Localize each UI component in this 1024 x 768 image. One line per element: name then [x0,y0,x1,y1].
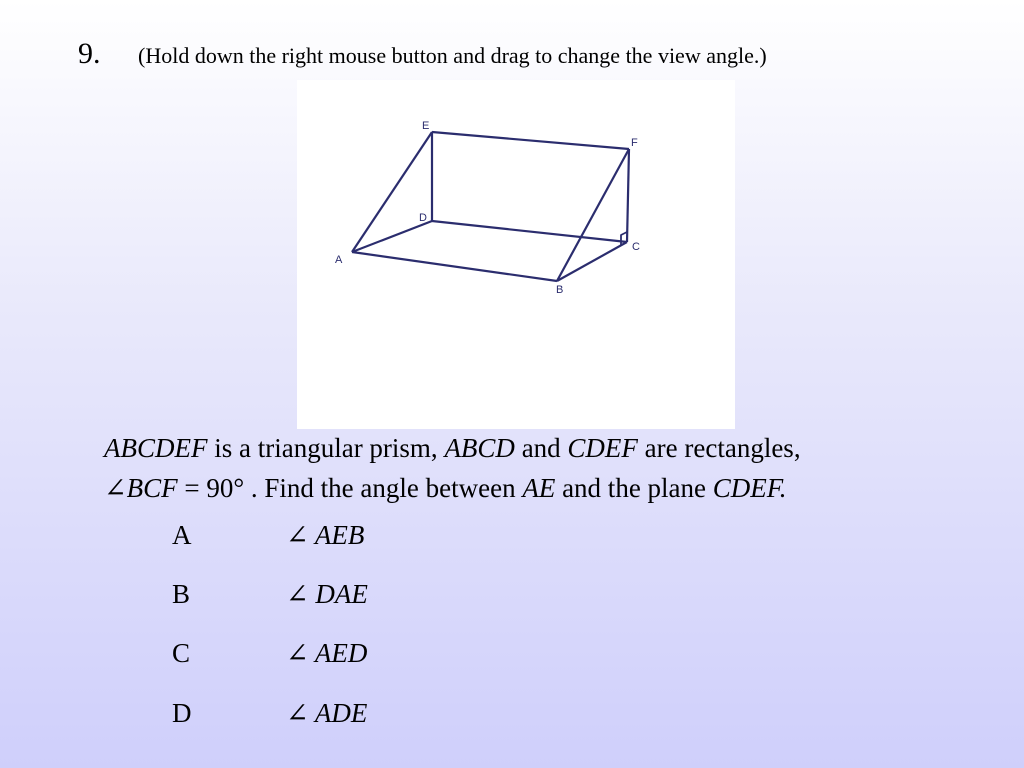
option-b-angle: DAE [308,579,368,609]
line-ae: AE [522,473,556,503]
angle-symbol: ∠ [286,638,309,668]
rectangle-cdef: CDEF [567,433,638,463]
question-number: 9. [78,37,101,70]
problem-text: = 90° . Find the angle between [177,473,523,503]
option-a-answer[interactable] [286,518,364,552]
option-a-angle: AEB [308,520,365,550]
angle-symbol: ∠ [104,473,127,503]
problem-text: and the plane [555,473,713,503]
plane-cdef: CDEF. [712,473,787,503]
problem-line-1 [104,428,1004,468]
option-c-answer[interactable] [286,636,367,670]
option-d-answer[interactable] [286,696,367,730]
edge-cd [432,221,627,242]
problem-text: is a triangular prism, [207,433,445,463]
option-d-letter[interactable]: D [172,698,192,728]
angle-symbol: ∠ [286,698,309,728]
vertex-label-b: B [556,284,564,296]
problem-line-2 [104,468,1004,508]
edge-ab [352,252,557,281]
option-a-letter[interactable]: A [172,520,192,550]
vertex-label-f: F [631,137,638,149]
angle-bcf: BCF [126,473,178,503]
angle-symbol: ∠ [286,520,309,550]
option-b-answer[interactable] [286,577,368,611]
problem-statement [104,428,1004,508]
vertex-label-c: C [632,241,640,253]
rectangle-abcd: ABCD [444,433,515,463]
vertex-label-e: E [422,120,430,132]
edge-cf [627,149,629,242]
option-b-letter[interactable]: B [172,579,191,609]
prism-figure[interactable] [297,80,735,429]
problem-text: are rectangles, [637,433,801,463]
option-d-angle: ADE [308,698,368,728]
option-c-letter[interactable]: C [172,638,191,668]
option-c-angle: AED [308,638,368,668]
edge-da [352,221,432,252]
problem-text: and [514,433,568,463]
angle-symbol: ∠ [286,579,309,609]
prism-diagram[interactable] [297,80,735,429]
vertex-label-d: D [419,212,427,224]
view-angle-instruction: (Hold down the right mouse button and drag to change the view angle.) [138,43,767,68]
vertex-label-a: A [335,254,343,266]
edge-ae [352,132,432,252]
prism-name: ABCDEF [104,433,208,463]
edge-ef [432,132,629,149]
